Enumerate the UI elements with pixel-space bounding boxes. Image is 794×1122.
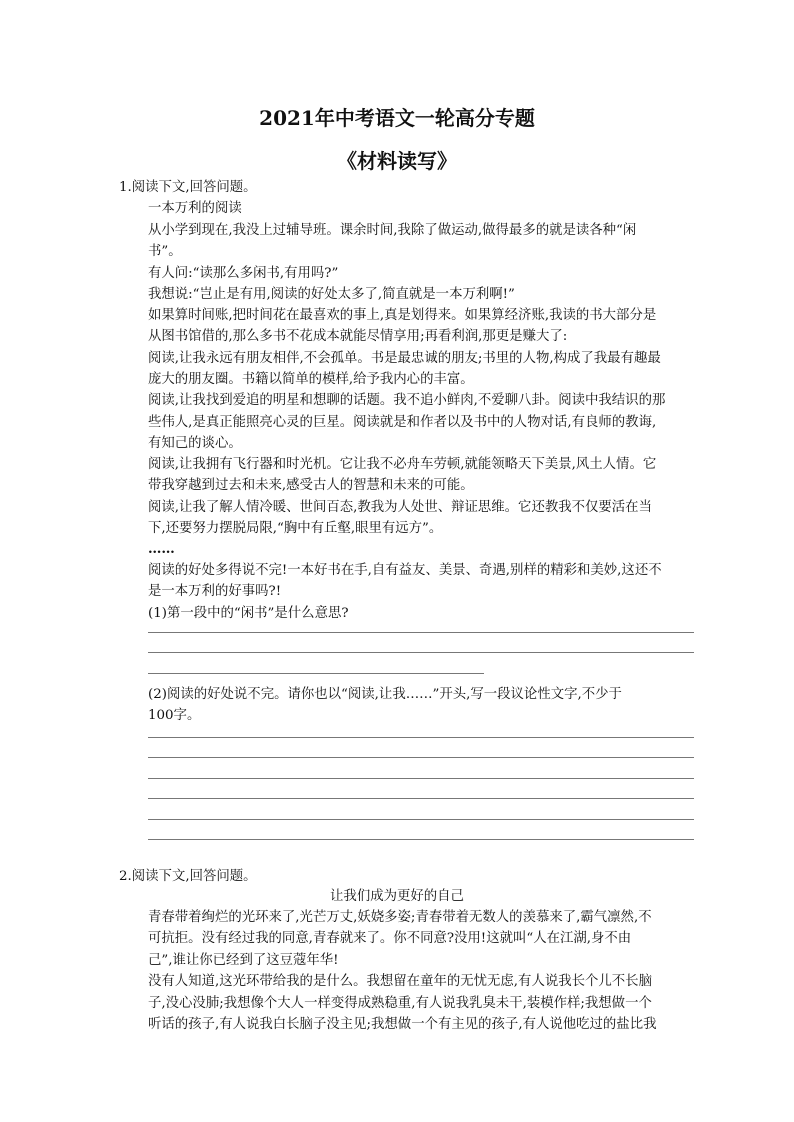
essay-1-line: 有人问:“读那么多闲书,有用吗?”: [148, 266, 339, 281]
essay-1-line: 阅读的好处多得说不完!一本好书在手,自有益友、美景、奇遇,别样的精彩和美妙,这还不: [148, 563, 662, 578]
answer-line: [148, 798, 694, 799]
answer-line: [148, 737, 694, 738]
sub-question-1: (1)第一段中的“闲书”是什么意思?: [148, 606, 349, 621]
essay-2-line: 己”,谁让你已经到了这豆蔻年华!: [148, 953, 339, 968]
essay-2-line: 子,没心没肺;我想像个大人一样变得成熟稳重,有人说我乳臭未干,装模作样;我想做一个: [148, 996, 652, 1011]
essay-1-line: 从小学到现在,我没上过辅导班。课余时间,我除了做运动,做得最多的就是读各种“闲: [148, 223, 637, 238]
essay-1-line: 书”。: [148, 244, 182, 259]
essay-1-line: 些伟人,是真正能照亮心灵的巨星。阅读就是和作者以及书中的人物对话,有良师的教诲,: [148, 415, 657, 430]
answer-line: [148, 652, 694, 653]
essay-1-line: 阅读,让我永远有朋友相伴,不会孤单。书是最忠诚的朋友;书里的人物,构成了我最有趣最: [148, 351, 661, 366]
answer-line: [148, 839, 694, 840]
essay-1-line: 如果算时间账,把时间花在最喜欢的事上,真是划得来。如果算经济账,我读的书大部分是: [148, 308, 657, 323]
essay-1-title: 一本万利的阅读: [148, 201, 242, 216]
question-1-prompt: 1.阅读下文,回答问题。: [119, 180, 257, 195]
essay-1-line: 下,还要努力摆脱局限,“胸中有丘壑,眼里有远方”。: [148, 521, 443, 536]
question-2-prompt: 2.阅读下文,回答问题。: [119, 869, 257, 884]
page-subtitle: 《材料读写》: [337, 149, 457, 173]
answer-line: [148, 819, 694, 820]
essay-1-line: 阅读,让我拥有飞行器和时光机。它让我不必舟车劳顿,就能领略天下美景,风土人情。它: [148, 457, 657, 472]
answer-line: [148, 673, 484, 674]
answer-line: [148, 757, 694, 758]
essay-1-line: 从图书馆借的,那么多书不花成本就能尽情享用;再看利润,那更是赚大了:: [148, 329, 568, 344]
essay-2-line: 可抗拒。没有经过我的同意,青春就来了。你不同意?没用!这就叫“人在江湖,身不由: [148, 931, 632, 946]
essay-2-title: 让我们成为更好的自己: [330, 889, 464, 904]
essay-2-line: 没有人知道,这光环带给我的是什么。我想留在童年的无忧无虑,有人说我长个儿不长脑: [148, 974, 652, 989]
essay-1-line: 庞大的朋友圈。书籍以简单的模样,给予我内心的丰富。: [148, 372, 474, 387]
sub-question-2-cont: 100字。: [148, 708, 201, 723]
answer-line: [148, 778, 694, 779]
essay-1-line: 我想说:“岂止是有用,阅读的好处太多了,简直就是一本万利啊!”: [148, 287, 515, 302]
sub-question-2: (2)阅读的好处说不完。请你也以“阅读,让我……”开头,写一段议论性文字,不少于: [148, 687, 622, 702]
essay-1-line: 阅读,让我了解人情冷暖、世间百态,教我为人处世、辩证思维。它还教我不仅要活在当: [148, 500, 652, 515]
essay-1-line: 带我穿越到过去和未来,感受古人的智慧和未来的可能。: [148, 478, 474, 493]
essay-1-line: 有知己的谈心。: [148, 436, 242, 451]
essay-2-line: 青春带着绚烂的光环来了,光芒万丈,妖娆多姿;青春带着无数人的羡慕来了,霸气凛然,不: [148, 910, 652, 925]
essay-2-line: 听话的孩子,有人说我白长脑子没主见;我想做一个有主见的孩子,有人说他吃过的盐比我: [148, 1017, 657, 1032]
page-title: 2021年中考语文一轮高分专题: [259, 106, 535, 130]
essay-1-line: 阅读,让我找到爱追的明星和想聊的话题。我不追小鲜肉,不爱聊八卦。阅读中我结识的那: [148, 393, 666, 408]
answer-line: [148, 632, 694, 633]
essay-1-ellipsis: ……: [148, 541, 175, 557]
essay-1-line: 是一本万利的好事吗?!: [148, 584, 282, 599]
